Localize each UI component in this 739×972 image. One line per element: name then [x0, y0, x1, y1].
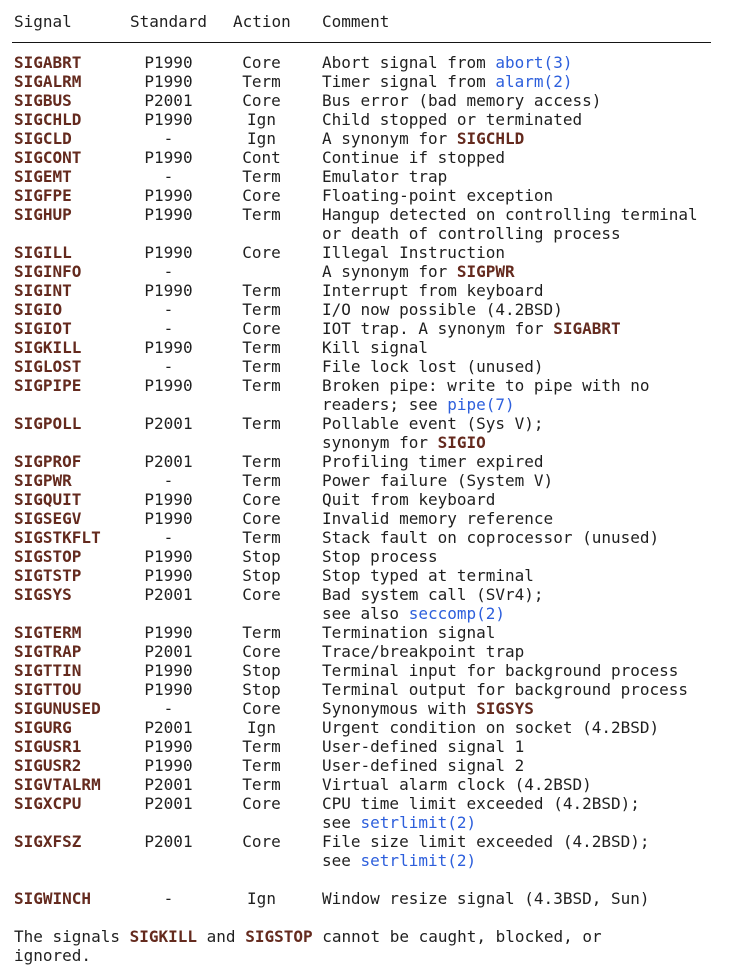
column-header-standard: Standard	[130, 12, 208, 31]
standard-cell: P2001	[144, 794, 193, 813]
table-row	[14, 414, 711, 452]
standard-cell: P1990	[144, 186, 193, 205]
standard-cell: -	[163, 471, 174, 490]
table-row	[14, 53, 711, 72]
man-page-link[interactable]: seccomp(2)	[408, 604, 506, 623]
comment-cell: A synonym for SIGPWR	[322, 262, 515, 281]
table-row	[14, 129, 711, 148]
table-row	[14, 642, 711, 661]
action-cell: Ign	[247, 718, 276, 737]
comment-cell: Profiling timer expired	[322, 452, 544, 471]
signal-cell: SIGXCPU	[14, 794, 82, 813]
signal-cell: SIGPOLL	[14, 414, 82, 433]
comment-cell: Quit from keyboard	[322, 490, 496, 509]
table-row	[14, 91, 711, 110]
standard-cell: P2001	[144, 91, 193, 110]
signal-cell: SIGLOST	[14, 357, 82, 376]
table-row	[14, 72, 711, 91]
man-page-link[interactable]: abort(3)	[495, 53, 573, 72]
comment-cell: Stop typed at terminal	[322, 566, 534, 585]
action-cell: Term	[242, 528, 281, 547]
comment-cell: User-defined signal 2	[322, 756, 525, 775]
signal-cell: SIGUNUSED	[14, 699, 101, 718]
action-cell: Core	[242, 53, 281, 72]
standard-cell: P2001	[144, 585, 193, 604]
column-header-action: Action	[233, 12, 291, 31]
action-cell: Stop	[242, 680, 281, 699]
table-row	[14, 205, 711, 243]
comment-cell: User-defined signal 1	[322, 737, 525, 756]
signal-cell: SIGPWR	[14, 471, 72, 490]
standard-cell: -	[163, 699, 174, 718]
standard-cell: P1990	[144, 623, 193, 642]
comment-cell: Window resize signal (4.3BSD, Sun)	[322, 889, 650, 908]
standard-cell: -	[163, 129, 174, 148]
signal-rows	[14, 53, 711, 870]
table-row	[14, 338, 711, 357]
standard-cell: P1990	[144, 490, 193, 509]
signal-cell: SIGABRT	[14, 53, 82, 72]
signal-cell: SIGIOT	[14, 319, 72, 338]
table-row	[14, 243, 711, 262]
standard-cell: P1990	[144, 53, 193, 72]
action-cell: Core	[242, 832, 281, 851]
signal-cell: SIGVTALRM	[14, 775, 101, 794]
action-cell: Ign	[247, 110, 276, 129]
action-cell: Core	[242, 509, 281, 528]
table-header-row	[14, 12, 711, 31]
action-cell: Term	[242, 72, 281, 91]
signal-cell: SIGTERM	[14, 623, 82, 642]
action-cell: Term	[242, 357, 281, 376]
winch-rows	[14, 889, 711, 908]
comment-cell: A synonym for SIGCHLD	[322, 129, 525, 148]
action-cell: Core	[242, 794, 281, 813]
signal-cell: SIGCLD	[14, 129, 72, 148]
signal-ref: SIGCHLD	[456, 129, 525, 148]
table-row	[14, 737, 711, 756]
signal-cell: SIGIO	[14, 300, 63, 319]
signal-cell: SIGTRAP	[14, 642, 82, 661]
table-row	[14, 452, 711, 471]
comment-cell: Illegal Instruction	[322, 243, 506, 262]
action-cell: Term	[242, 775, 281, 794]
signal-cell: SIGKILL	[14, 338, 82, 357]
signal-ref: SIGKILL	[129, 927, 198, 946]
header-rule	[12, 42, 711, 43]
standard-cell: P1990	[144, 148, 193, 167]
comment-cell: Broken pipe: write to pipe with no readers; see pipe(7)	[322, 376, 650, 414]
comment-cell: Terminal input for background process	[322, 661, 679, 680]
standard-cell: -	[163, 167, 174, 186]
comment-cell: Power failure (System V)	[322, 471, 554, 490]
table-row	[14, 110, 711, 129]
signal-cell: SIGFPE	[14, 186, 72, 205]
standard-cell: P2001	[144, 414, 193, 433]
signal-cell: SIGINFO	[14, 262, 82, 281]
signal-cell: SIGSTOP	[14, 547, 82, 566]
comment-cell: Abort signal from abort(3)	[322, 53, 573, 72]
signal-cell: SIGSEGV	[14, 509, 82, 528]
signal-cell: SIGPROF	[14, 452, 82, 471]
table-row	[14, 794, 711, 832]
signal-ref: SIGABRT	[553, 319, 621, 338]
table-row	[14, 889, 711, 908]
action-cell: Term	[242, 756, 281, 775]
standard-cell: P1990	[144, 376, 193, 395]
signal-cell: SIGCHLD	[14, 110, 82, 129]
signal-cell: SIGURG	[14, 718, 72, 737]
standard-cell: -	[163, 300, 174, 319]
signal-cell: SIGTTIN	[14, 661, 82, 680]
standard-cell: -	[163, 262, 174, 281]
table-row	[14, 471, 711, 490]
table-row	[14, 186, 711, 205]
standard-cell: -	[163, 528, 174, 547]
signal-cell: SIGWINCH	[14, 889, 92, 908]
comment-cell: Pollable event (Sys V); synonym for SIGIO	[322, 414, 544, 452]
comment-cell: Continue if stopped	[322, 148, 506, 167]
table-row	[14, 547, 711, 566]
action-cell: Core	[242, 243, 281, 262]
man-page-link[interactable]: setrlimit(2)	[360, 813, 477, 832]
standard-cell: -	[163, 319, 174, 338]
table-row	[14, 167, 711, 186]
action-cell: Term	[242, 414, 281, 433]
signal-table	[14, 12, 711, 870]
action-cell: Core	[242, 319, 281, 338]
signal-ref: SIGIO	[437, 433, 486, 452]
standard-cell: P1990	[144, 338, 193, 357]
table-row	[14, 718, 711, 737]
column-header-signal: Signal	[14, 12, 72, 31]
signal-cell: SIGCONT	[14, 148, 82, 167]
table-row	[14, 281, 711, 300]
signal-cell: SIGUSR2	[14, 756, 82, 775]
comment-cell: Kill signal	[322, 338, 428, 357]
standard-cell: P2001	[144, 832, 193, 851]
action-cell: Core	[242, 91, 281, 110]
signal-ref: SIGSYS	[476, 699, 534, 718]
standard-cell: P2001	[144, 642, 193, 661]
comment-cell: File lock lost (unused)	[322, 357, 544, 376]
action-cell: Core	[242, 186, 281, 205]
comment-cell: Synonymous with SIGSYS	[322, 699, 534, 718]
winch-table	[14, 889, 711, 908]
action-cell: Term	[242, 737, 281, 756]
action-cell: Stop	[242, 547, 281, 566]
table-row	[14, 319, 711, 338]
table-row	[14, 832, 711, 870]
man-page-link[interactable]: setrlimit(2)	[360, 851, 477, 870]
signal-cell: SIGINT	[14, 281, 72, 300]
standard-cell: P1990	[144, 205, 193, 224]
action-cell: Core	[242, 699, 281, 718]
table-row	[14, 623, 711, 642]
action-cell: Stop	[242, 661, 281, 680]
comment-cell: Bad system call (SVr4); see also seccomp(2)	[322, 585, 544, 623]
comment-cell: Invalid memory reference	[322, 509, 554, 528]
signal-cell: SIGPIPE	[14, 376, 82, 395]
signal-cell: SIGTTOU	[14, 680, 82, 699]
action-cell: Term	[242, 281, 281, 300]
comment-cell: Termination signal	[322, 623, 496, 642]
comment-cell: Virtual alarm clock (4.2BSD)	[322, 775, 592, 794]
standard-cell: P2001	[144, 775, 193, 794]
comment-cell: Interrupt from keyboard	[322, 281, 544, 300]
standard-cell: P1990	[144, 737, 193, 756]
action-cell: Term	[242, 376, 281, 395]
comment-cell: Stack fault on coprocessor (unused)	[322, 528, 660, 547]
comment-cell: Emulator trap	[322, 167, 448, 186]
action-cell: Term	[242, 300, 281, 319]
standard-cell: P1990	[144, 756, 193, 775]
signal-cell: SIGILL	[14, 243, 72, 262]
standard-cell: P1990	[144, 566, 193, 585]
table-row	[14, 680, 711, 699]
table-row	[14, 756, 711, 775]
comment-cell: IOT trap. A synonym for SIGABRT	[322, 319, 621, 338]
comment-cell: Child stopped or terminated	[322, 110, 583, 129]
man-page-link[interactable]: pipe(7)	[447, 395, 515, 414]
comment-cell: Bus error (bad memory access)	[322, 91, 602, 110]
standard-cell: -	[163, 889, 174, 908]
signal-cell: SIGALRM	[14, 72, 82, 91]
signal-ref: SIGPWR	[456, 262, 515, 281]
action-cell: Term	[242, 471, 281, 490]
signal-cell: SIGTSTP	[14, 566, 82, 585]
action-cell: Stop	[242, 566, 281, 585]
standard-cell: P1990	[144, 110, 193, 129]
signal-cell: SIGSYS	[14, 585, 72, 604]
signal-cell: SIGSTKFLT	[14, 528, 101, 547]
action-cell: Ign	[247, 889, 276, 908]
standard-cell: P2001	[144, 452, 193, 471]
table-row	[14, 509, 711, 528]
action-cell	[233, 262, 322, 281]
action-cell: Term	[242, 205, 281, 224]
standard-cell: P1990	[144, 661, 193, 680]
signal-cell: SIGHUP	[14, 205, 72, 224]
standard-cell: P1990	[144, 509, 193, 528]
signal-cell: SIGQUIT	[14, 490, 82, 509]
signal-ref: SIGSTOP	[245, 927, 313, 946]
table-row	[14, 566, 711, 585]
action-cell: Term	[242, 338, 281, 357]
signal-cell: SIGUSR1	[14, 737, 82, 756]
table-row	[14, 528, 711, 547]
table-row	[14, 661, 711, 680]
signal-cell: SIGXFSZ	[14, 832, 82, 851]
standard-cell: P1990	[144, 547, 193, 566]
comment-cell: Stop process	[322, 547, 438, 566]
standard-cell: P2001	[144, 718, 193, 737]
table-row	[14, 699, 711, 718]
table-row	[14, 357, 711, 376]
comment-cell: I/O now possible (4.2BSD)	[322, 300, 563, 319]
action-cell: Ign	[247, 129, 276, 148]
action-cell: Cont	[242, 148, 281, 167]
footer-note: The signals SIGKILL and SIGSTOP cannot be caught, blocked, or ignored.	[14, 927, 602, 965]
table-row	[14, 262, 711, 281]
table-row	[14, 376, 711, 414]
man-page-link[interactable]: alarm(2)	[495, 72, 573, 91]
action-cell: Term	[242, 623, 281, 642]
action-cell: Core	[242, 490, 281, 509]
standard-cell: -	[163, 357, 174, 376]
column-header-comment: Comment	[322, 12, 390, 31]
standard-cell: P1990	[144, 72, 193, 91]
action-cell: Term	[242, 452, 281, 471]
comment-cell: Terminal output for background process	[322, 680, 689, 699]
signal-cell: SIGEMT	[14, 167, 72, 186]
comment-cell: CPU time limit exceeded (4.2BSD); see setrlimit(2)	[322, 794, 640, 832]
standard-cell: P1990	[144, 243, 193, 262]
comment-cell: Trace/breakpoint trap	[322, 642, 525, 661]
comment-cell: Timer signal from alarm(2)	[322, 72, 573, 91]
table-row	[14, 775, 711, 794]
standard-cell: P1990	[144, 281, 193, 300]
table-row	[14, 490, 711, 509]
comment-cell: Urgent condition on socket (4.2BSD)	[322, 718, 660, 737]
table-row	[14, 148, 711, 167]
action-cell: Term	[242, 167, 281, 186]
standard-cell: P1990	[144, 680, 193, 699]
comment-cell: File size limit exceeded (4.2BSD); see setrlimit(2)	[322, 832, 650, 870]
comment-cell: Floating-point exception	[322, 186, 554, 205]
table-row	[14, 585, 711, 623]
action-cell: Core	[242, 642, 281, 661]
signal-cell: SIGBUS	[14, 91, 72, 110]
action-cell: Core	[242, 585, 281, 604]
table-row	[14, 300, 711, 319]
comment-cell: Hangup detected on controlling terminal or death of controlling process	[322, 205, 698, 243]
